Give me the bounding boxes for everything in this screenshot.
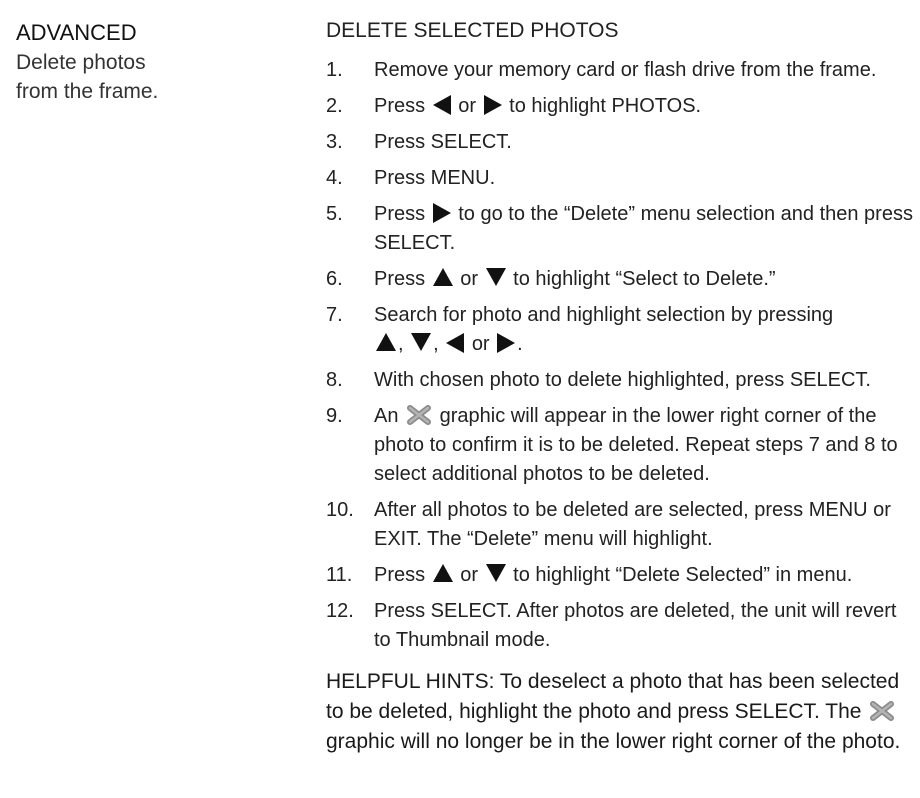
step-number: 4. xyxy=(326,167,343,189)
steps-list xyxy=(326,56,916,655)
right-arrow-icon xyxy=(497,333,515,353)
step-number: 1. xyxy=(326,59,343,81)
up-arrow-icon xyxy=(433,564,453,582)
step-number: 2. xyxy=(326,95,343,117)
step-text xyxy=(374,366,916,395)
step-text-part: or xyxy=(460,268,479,290)
step-text xyxy=(374,496,916,554)
step-text xyxy=(374,128,916,157)
step-12 xyxy=(326,597,916,655)
step-text-part: to highlight “Delete Selected” in menu. xyxy=(513,564,853,586)
step-text-part: Press xyxy=(374,564,426,586)
delete-x-icon xyxy=(406,404,432,426)
left-arrow-icon xyxy=(433,95,451,115)
up-arrow-icon xyxy=(433,268,453,286)
step-text-part: Press SELECT. xyxy=(374,131,512,153)
instructions xyxy=(326,17,916,757)
step-5 xyxy=(326,200,916,258)
hints-text: graphic will no longer be in the lower right corner of the photo. xyxy=(326,730,901,753)
step-number: 9. xyxy=(326,405,343,427)
step-text-part: An xyxy=(374,405,399,427)
step-number: 3. xyxy=(326,131,343,153)
step-text-part: , xyxy=(398,333,404,355)
step-text-part: After all photos to be deleted are selected, press MENU or EXIT. The “Delete” menu will highlight. xyxy=(374,499,891,550)
page-title: DELETE SELECTED PHOTOS xyxy=(326,19,619,42)
step-text-part: Press xyxy=(374,268,426,290)
step-text-part: Search for photo and highlight selection by pressing xyxy=(374,304,834,326)
step-7 xyxy=(326,301,916,359)
step-text xyxy=(374,402,916,489)
step-text-part: With chosen photo to delete highlighted, press SELECT. xyxy=(374,369,871,391)
step-8 xyxy=(326,366,916,395)
step-text xyxy=(374,164,916,193)
step-number: 7. xyxy=(326,304,343,326)
step-10 xyxy=(326,496,916,554)
step-text-part: to highlight PHOTOS. xyxy=(509,95,702,117)
step-4 xyxy=(326,164,916,193)
step-text-part: , xyxy=(433,333,439,355)
step-number: 10. xyxy=(326,499,354,521)
step-number: 5. xyxy=(326,203,343,225)
left-arrow-icon xyxy=(446,333,464,353)
step-text xyxy=(374,56,916,85)
right-arrow-icon xyxy=(484,95,502,115)
step-text-part: Press MENU. xyxy=(374,167,496,189)
sidebar xyxy=(16,18,296,106)
step-text-part: Press xyxy=(374,203,426,225)
step-9 xyxy=(326,402,916,489)
step-text-part: to go to the “Delete” menu selection and then press SELECT. xyxy=(374,203,913,254)
step-text-part: graphic will appear in the lower right corner of the photo to confirm it is to be deleted. Repeat steps 7 and 8 to select additional photos to be deleted. xyxy=(374,405,898,485)
hints-text: HELPFUL HINTS: To deselect a photo that has been selected to be deleted, highlight the photo and press SELECT. The xyxy=(326,670,900,723)
step-text xyxy=(374,92,916,121)
step-text-part: Remove your memory card or flash drive from the frame. xyxy=(374,59,877,81)
delete-x-icon xyxy=(869,700,895,722)
step-number: 11. xyxy=(326,564,353,586)
helpful-hints xyxy=(326,667,916,757)
step-number: 8. xyxy=(326,369,343,391)
step-text xyxy=(374,561,916,590)
down-arrow-icon xyxy=(486,564,506,582)
step-11 xyxy=(326,561,916,590)
up-arrow-icon xyxy=(376,333,396,351)
step-text xyxy=(374,265,916,294)
step-number: 12. xyxy=(326,600,354,622)
step-text xyxy=(374,597,916,655)
step-text-part: or xyxy=(460,564,479,586)
step-text xyxy=(374,301,916,359)
step-2 xyxy=(326,92,916,121)
right-arrow-icon xyxy=(433,203,451,223)
step-3 xyxy=(326,128,916,157)
step-text-part: or xyxy=(471,333,490,355)
step-text-part: Press SELECT. After photos are deleted, the unit will revert to Thumbnail mode. xyxy=(374,600,897,651)
step-text-part: to highlight “Select to Delete.” xyxy=(513,268,776,290)
step-text-part: Press xyxy=(374,95,426,117)
step-text xyxy=(374,200,916,258)
step-1 xyxy=(326,56,916,85)
step-number: 6. xyxy=(326,268,343,290)
step-text-part: or xyxy=(458,95,477,117)
down-arrow-icon xyxy=(411,333,431,351)
down-arrow-icon xyxy=(486,268,506,286)
step-6 xyxy=(326,265,916,294)
section-description: Delete photos from the frame. xyxy=(16,51,159,103)
step-text-part: . xyxy=(517,333,523,355)
section-category: ADVANCED xyxy=(16,20,137,45)
